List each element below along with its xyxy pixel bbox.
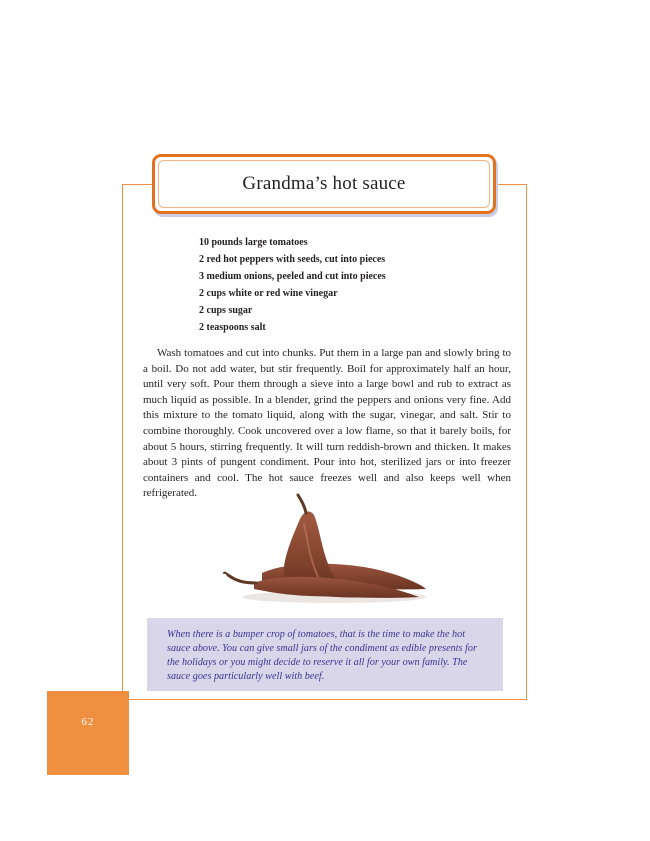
title-box bbox=[152, 154, 496, 214]
recipe-title: Grandma’s hot sauce bbox=[242, 173, 406, 194]
tip-text: When there is a bumper crop of tomatoes, that is the time to make the hot sauce above. You can give small jars of the condiment as edible presents for the holidays or you might decide to reserve it all for your own family. The sauce goes particularly well with beef. bbox=[167, 629, 477, 682]
ingredient-item: 2 teaspoons salt bbox=[199, 322, 266, 333]
recipe-instructions: Wash tomatoes and cut into chunks. Put them in a large pan and slowly bring to a boil. Do not add water, but stir frequently. Boil for approximately half an hour, until very soft. Pour them through a sieve into a large bowl and rub to extract as much liquid as possible. In a blender, grind the peppers and onions very fine. Add this mixture to the tomato liquid, along with the sugar, vinegar, and salt. Stir to combine thoroughly. Cook uncovered over a low flame, so that it barely boils, for about 5 hours, stirring frequently. It will turn reddish-brown and thicken. It makes about 3 pints of pungent condiment. Pour into hot, sterilized jars or into freezer containers and cool. The hot sauce freezes well and also keeps well when refrigerated. bbox=[143, 347, 511, 500]
ingredient-item: 10 pounds large tomatoes bbox=[199, 237, 308, 248]
ingredient-item: 2 cups sugar bbox=[199, 305, 253, 316]
ingredient-item: 3 medium onions, peeled and cut into pieces bbox=[199, 271, 386, 282]
chili-peppers-image bbox=[214, 493, 436, 607]
tip-callout bbox=[147, 618, 503, 691]
ingredient-item: 2 red hot peppers with seeds, cut into pieces bbox=[199, 254, 386, 265]
page-number: 62 bbox=[81, 716, 95, 728]
ingredient-list bbox=[199, 234, 386, 336]
page-number-tab bbox=[47, 691, 129, 775]
ingredient-item: 2 cups white or red wine vinegar bbox=[199, 288, 338, 299]
